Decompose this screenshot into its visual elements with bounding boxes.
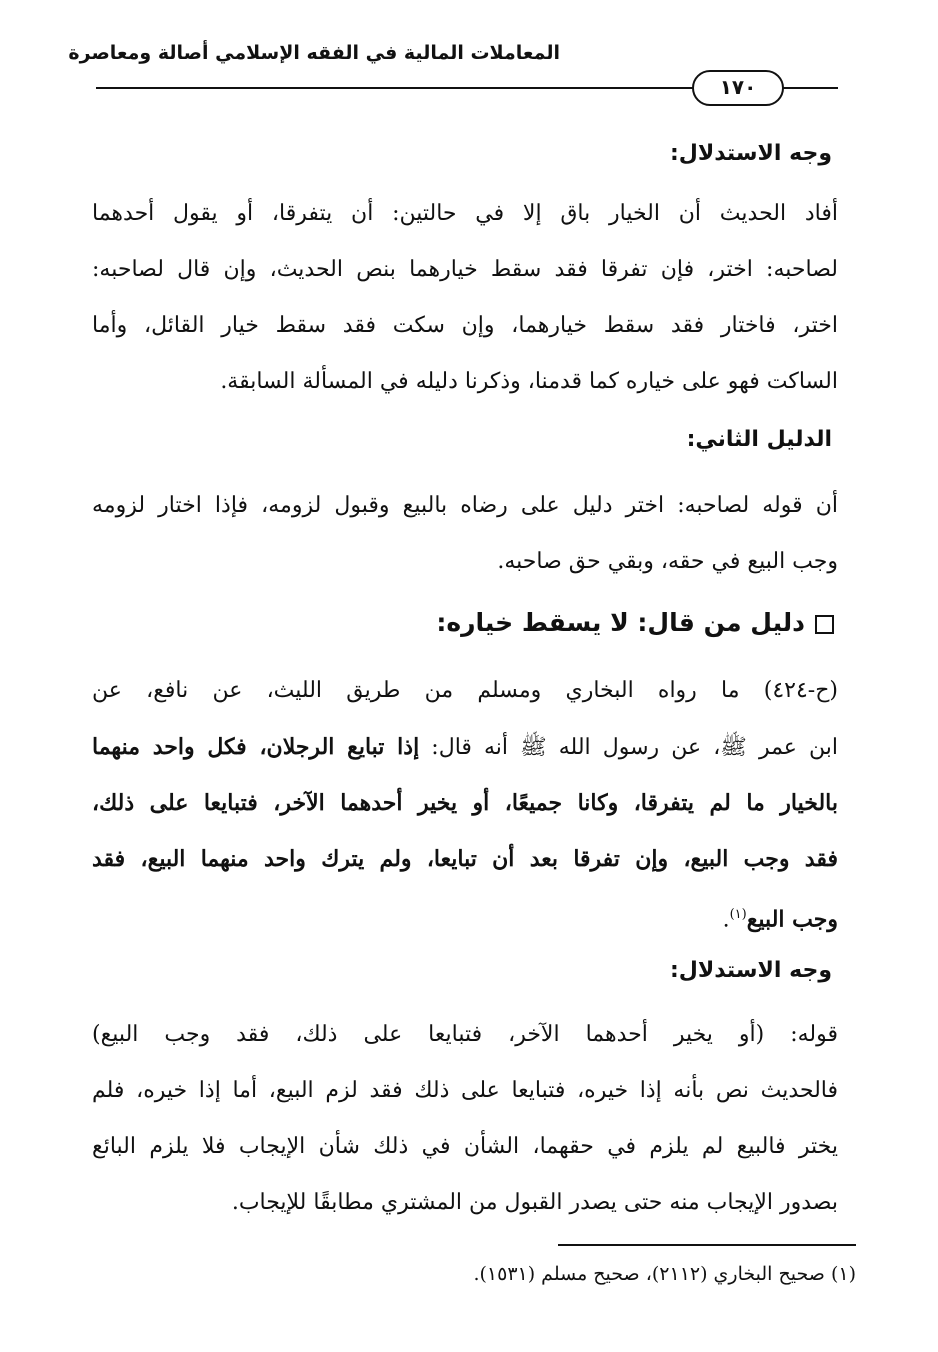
paragraph-2-line: أن قوله لصاحبه: اختر دليل على رضاه بالبيع وقبول لزومه، فإذا اختار لزومه	[92, 493, 838, 518]
paragraph-1-line: الساكت فهو على خياره كما قدمنا، وذكرنا دليله في المسألة السابقة.	[220, 369, 838, 394]
section-title-text: دليل من قال: لا يسقط خياره:	[436, 608, 805, 637]
hadith-line-bold: وجب البيع	[746, 906, 838, 933]
footnote-marker: (١)	[729, 907, 747, 922]
heading-evidence-aspect-2: وجه الاستدلال:	[669, 958, 832, 983]
paragraph-3-hadith	[92, 663, 838, 943]
hadith-line: فقد وجب البيع، وإن تفرقا بعد أن تبايعا، ولم يترك واحد منهما البيع، فقد	[92, 846, 838, 872]
hadith-line	[92, 719, 838, 775]
paragraph-4-line: بصدور الإيجاب منه حتى يصدر القبول من المشتري مطابقًا للإيجاب.	[231, 1190, 838, 1215]
running-title: المعاملات المالية في الفقه الإسلامي أصالة ومعاصرة	[68, 42, 560, 64]
hadith-line-plain: ابن عمر ﷺ، عن رسول الله ﷺ أنه قال:	[431, 735, 838, 760]
section-title	[436, 608, 834, 637]
hadith-line: (ح-٤٢٤) ما رواه البخاري ومسلم من طريق الليث، عن نافع، عن	[92, 678, 838, 703]
page-number: ١٧٠	[692, 70, 784, 106]
hadith-line	[92, 887, 838, 943]
paragraph-1-line: أفاد الحديث أن الخيار باق إلا في حالتين: أن يتفرقا، أو يقول أحدهما	[92, 201, 838, 226]
footnote-rule	[558, 1244, 856, 1246]
heading-evidence-aspect-1: وجه الاستدلال:	[669, 141, 832, 166]
heading-second-evidence: الدليل الثاني:	[686, 427, 832, 452]
paragraph-2-line: وجب البيع في حقه، وبقي حق صاحبه.	[497, 549, 838, 574]
square-bullet-icon	[815, 615, 834, 634]
hadith-line-bold: إذا تبايع الرجلان، فكل واحد منهما	[92, 734, 420, 760]
paragraph-1	[92, 186, 838, 410]
hadith-line-end: .	[722, 907, 730, 933]
paragraph-4-line: قوله: (أو يخير أحدهما الآخر، فتبايعا على ذلك، فقد وجب البيع)	[92, 1022, 838, 1047]
footnote-1: (١) صحيح البخاري (٢١١٢)، صحيح مسلم (١٥٣١).	[473, 1263, 856, 1285]
paragraph-4-line: يختر فالبيع لم يلزم في حقهما، الشأن في ذلك شأن الإيجاب فلا يلزم البائع	[92, 1134, 838, 1159]
paragraph-4	[92, 1007, 838, 1231]
hadith-line: بالخيار ما لم يتفرقا، وكانا جميعًا، أو يخير أحدهما الآخر، فتبايعا على ذلك،	[92, 790, 838, 816]
paragraph-4-line: فالحديث نص بأنه إذا خيره، فتبايعا على ذلك فقد لزم البيع، أما إذا خيره، فلم	[92, 1078, 838, 1103]
paragraph-1-line: اختر، فاختار فقد سقط خيارهما، وإن سكت فقد سقط خيار القائل، وأما	[92, 313, 838, 338]
paragraph-2	[92, 478, 838, 590]
paragraph-1-line: لصاحبه: اختر، فإن تفرقا فقد سقط خيارهما بنص الحديث، وإن قال لصاحبه:	[92, 257, 838, 282]
